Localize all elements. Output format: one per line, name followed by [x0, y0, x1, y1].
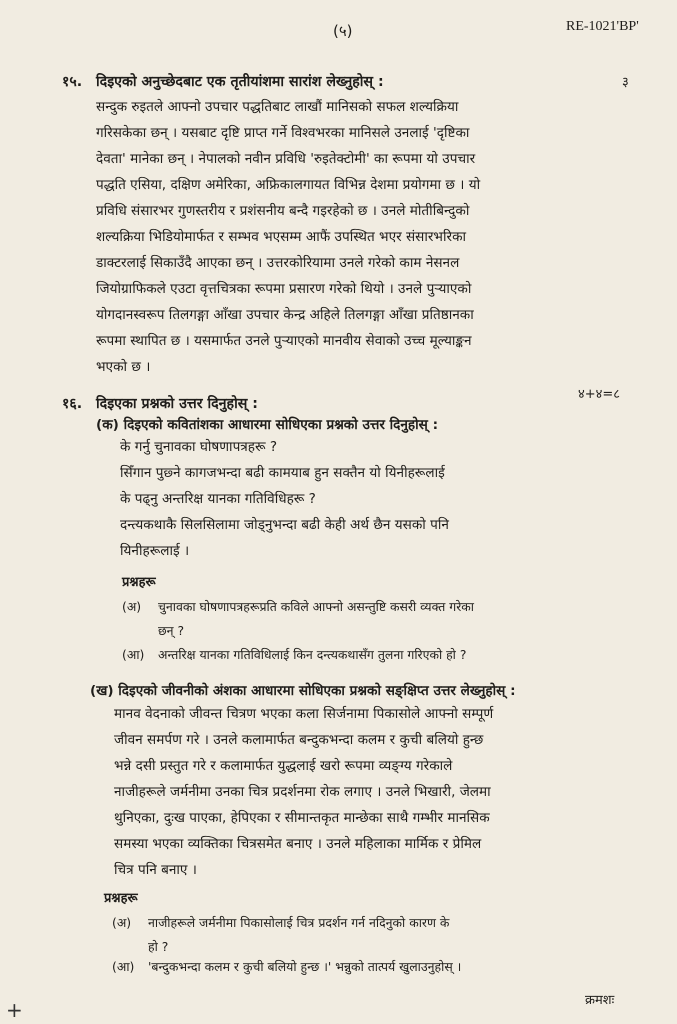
poem-line: दन्त्यकथाकै सिलसिलामा जोड्नुभन्दा बढी केही अर्थ छैन यसको पनि — [120, 517, 449, 533]
biography-line: भन्ने दसी प्रस्तुत गरे र कलामार्फत युद्धलाई खरो रूपमा व्यङ्ग्य गरेकाले — [114, 758, 453, 774]
q16-part-kha-title: (ख) दिइएको जीवनीको अंशका आधारमा सोधिएका प्रश्नको सङ्क्षिप्त उत्तर लेख्नुहोस् : — [90, 683, 516, 699]
biography-line: मानव वेदनाको जीवन्त चित्रण भएका कला सिर्जनामा पिकासोले आफ्नो सम्पूर्ण — [114, 706, 494, 722]
crop-mark-icon: + — [6, 998, 23, 1022]
q15-line: प्रविधि संसारभर गुणस्तरीय र प्रशंसनीय बन्दै गइरहेको छ । उनले मोतीबिन्दुको — [96, 203, 470, 219]
continued-label: क्रमशः — [585, 993, 615, 1008]
question-marker: (अ) — [112, 915, 132, 930]
q15-marks: ३ — [622, 75, 629, 90]
q16-number: १६. — [62, 396, 83, 412]
q15-line: पद्धति एसिया, दक्षिण अमेरिका, अफ्रिकालगायत विभिन्न देशमा प्रयोगमा छ । यो — [96, 177, 481, 193]
q15-line: शल्यक्रिया भिडियोमार्फत र सम्भव भएसम्म आफैं उपस्थित भएर संसारभरिका — [96, 229, 467, 245]
q16-marks: ४+४=८ — [578, 387, 621, 402]
q15-line: डाक्टरलाई सिकाउँदै आएका छन् । उत्तरकोरियामा उनले गरेको काम नेसनल — [96, 255, 460, 271]
biography-line: नाजीहरूले जर्मनीमा उनका चित्र प्रदर्शनमा रोक लगाए । उनले भिखारी, जेलमा — [114, 784, 491, 800]
page-number: (५) — [333, 22, 353, 40]
part-kha-question-a: नाजीहरूले जर्मनीमा पिकासोलाई चित्र प्रदर्शन गर्न नदिनुको कारण के — [148, 915, 450, 930]
q16-part-ka-title: (क) दिइएको कवितांशका आधारमा सोधिएका प्रश्नको उत्तर दिनुहोस् : — [96, 417, 439, 433]
poem-line: के पढ्नु अन्तरिक्ष यानका गतिविधिहरू ? — [120, 491, 316, 507]
part-kha-questions-label: प्रश्नहरू — [104, 891, 138, 906]
q15-line: योगदानस्वरूप तिलगङ्गा आँखा उपचार केन्द्र अहिले तिलगङ्गा आँखा प्रतिष्ठानका — [96, 307, 474, 323]
q15-line: रूपमा स्थापित छ । यसमार्फत उनले पुऱ्याएको मानवीय सेवाको उच्च मूल्याङ्कन — [96, 333, 472, 349]
poem-line: के गर्नु चुनावका घोषणापत्रहरू ? — [120, 439, 278, 455]
q15-line: जियोग्राफिकले एउटा वृत्तचित्रका रूपमा प्रसारण गरेको थियो । उनले पुऱ्याएको — [96, 281, 472, 297]
q16-title: दिइएका प्रश्नको उत्तर दिनुहोस् : — [96, 396, 258, 412]
question-marker: (आ) — [122, 647, 145, 662]
paper-code: RE-1021'BP' — [566, 19, 639, 34]
q15-title: दिइएको अनुच्छेदबाट एक तृतीयांशमा सारांश लेख्नुहोस् : — [96, 74, 384, 90]
part-kha-question-a-cont: हो ? — [148, 939, 169, 954]
biography-line: थुनिएका, दुःख पाएका, हेपिएका र सीमान्तकृत मान्छेका साथै गम्भीर मानसिक — [114, 810, 490, 826]
poem-line: सिँगान पुछ्ने कागजभन्दा बढी कामयाब हुन सक्तैन यो यिनीहरूलाई — [120, 465, 445, 481]
part-kha-question-aa: 'बन्दुकभन्दा कलम र कुची बलियो हुन्छ ।' भन्नुको तात्पर्य खुलाउनुहोस् । — [148, 959, 462, 974]
part-ka-question-aa: अन्तरिक्ष यानका गतिविधिलाई किन दन्त्यकथासँग तुलना गरिएको हो ? — [158, 647, 467, 662]
part-ka-questions-label: प्रश्नहरू — [122, 575, 156, 590]
q15-line: गरिसकेका छन् । यसबाट दृष्टि प्राप्त गर्ने विश्वभरका मानिसले उनलाई 'दृष्टिका — [96, 125, 470, 141]
q15-number: १५. — [62, 74, 83, 90]
q15-line: सन्दुक रुइतले आफ्नो उपचार पद्धतिबाट लाखौं मानिसको सफल शल्यक्रिया — [96, 99, 459, 115]
question-marker: (अ) — [122, 599, 142, 614]
q15-line: देवता' मानेका छन् । नेपालको नवीन प्रविधि 'रुइतेक्टोमी' का रूपमा यो उपचार — [96, 151, 476, 167]
q15-line: भएको छ । — [96, 359, 151, 375]
question-marker: (आ) — [112, 959, 135, 974]
poem-line: यिनीहरूलाई । — [120, 543, 190, 559]
biography-line: चित्र पनि बनाए । — [114, 862, 197, 878]
biography-line: जीवन समर्पण गरे । उनले कलामार्फत बन्दुकभन्दा कलम र कुची बलियो हुन्छ — [114, 732, 484, 748]
part-ka-question-a-cont: छन् ? — [158, 623, 185, 638]
biography-line: समस्या भएका व्यक्तिका चित्रसमेत बनाए । उनले महिलाका मार्मिक र प्रेमिल — [114, 836, 482, 852]
part-ka-question-a: चुनावका घोषणापत्रहरूप्रति कविले आफ्नो असन्तुष्टि कसरी व्यक्त गरेका — [158, 599, 474, 614]
